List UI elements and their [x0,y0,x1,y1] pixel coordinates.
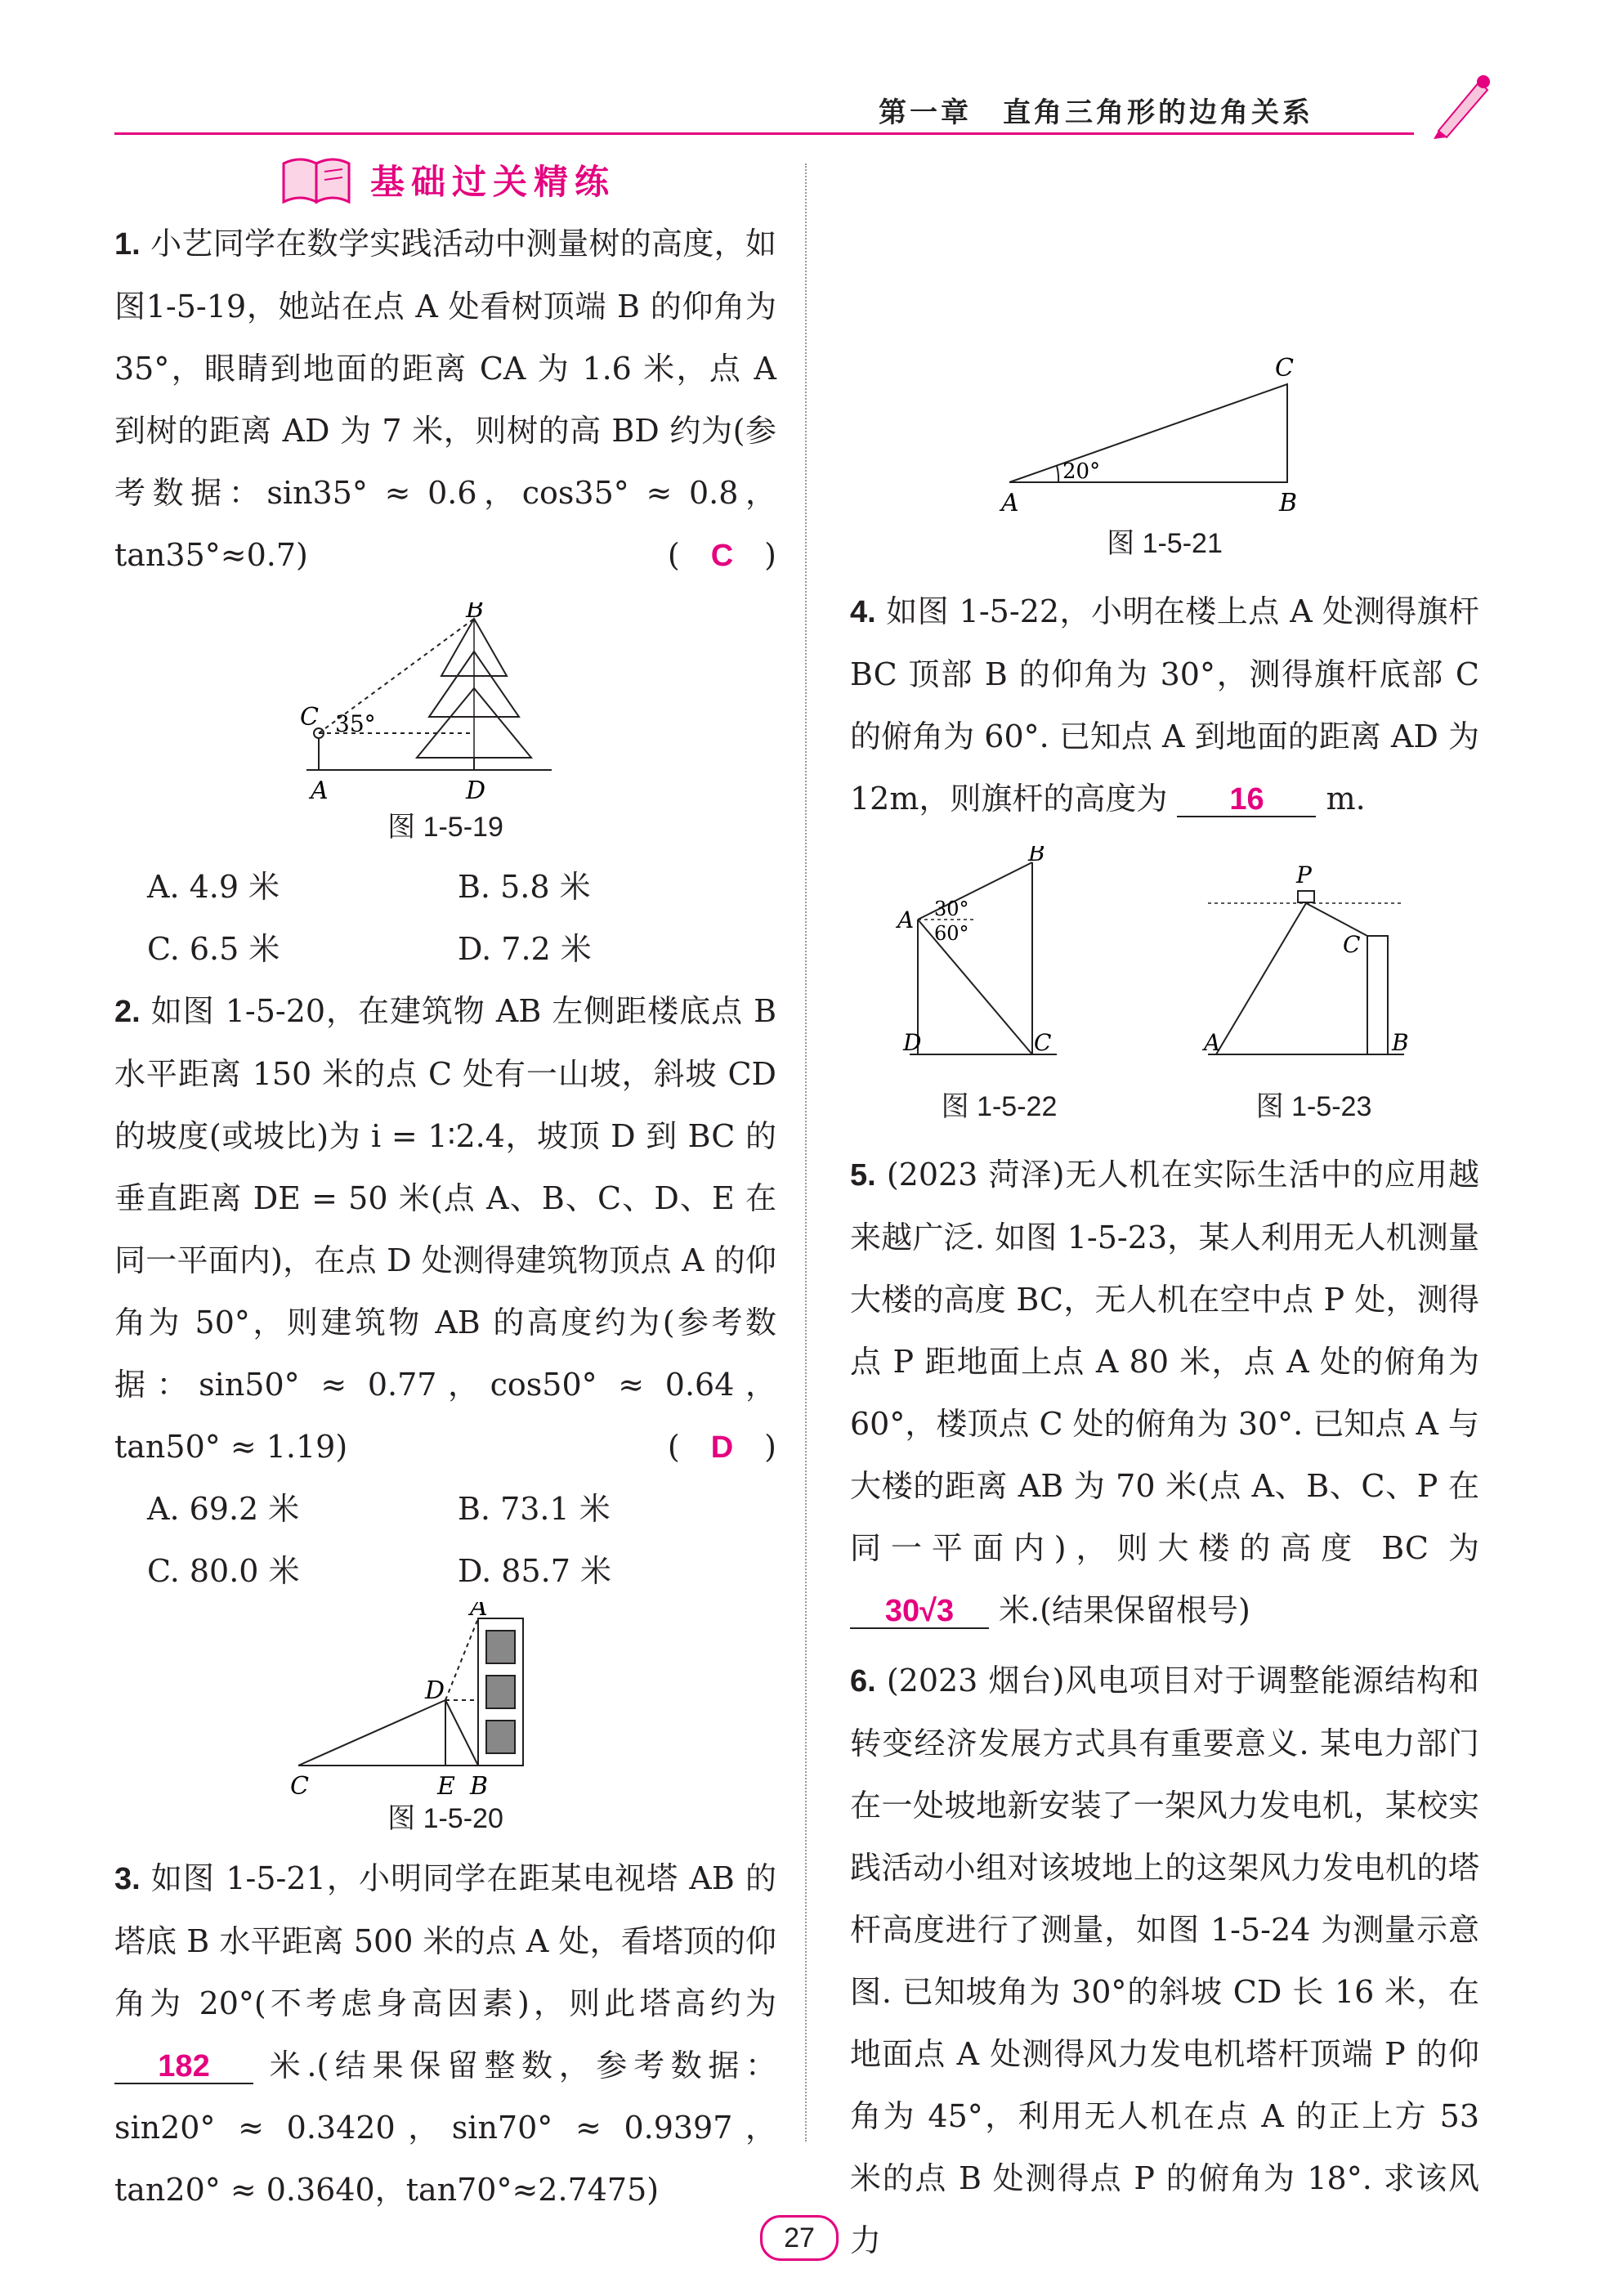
question-2 [114,980,776,1839]
question-1-text [114,213,776,586]
question-number: 2. [114,995,141,1029]
question-body: 如图 1-5-22，小明在楼上点 A 处测得旗杆 BC 顶部 B 的仰角为 30°，测得旗杆底部 C 的俯角为 60°. 已知点 A 到地面的距离 AD 为 12m，则旗杆的高度为 [850,593,1479,817]
answer-value: 30√3 [884,1594,955,1628]
figure-label: C [1342,931,1360,958]
book-icon [275,151,357,208]
answer-blank [850,1594,989,1629]
question-body: (2023 烟台)风电项目对于调整能源结构和转变经济发展方式具有重要意义. 某电力部门在一处坡地新安装了一架风力发电机，某校实践活动小组对该坡地上的这架风力发电机的塔杆高度进行了测量，如图 1-5-24 为测量示意图. 已知坡角为 30°的斜坡 CD 长 16 米，在地面点 A 处测得风力发电机塔杆顶端 P 的仰角为 45°，利用无人机在点 A 的正上方 53 米的点 B 处测得点 P 的俯角为 18°. 求该风力 [850,1663,1479,2258]
figure-label: E [437,1772,455,1798]
answer-blank [1177,782,1316,817]
question-6-text [850,1649,1479,2271]
figure-label: B [466,602,485,624]
figure-label: C [1275,354,1294,383]
question-body-continued: 米.(结果保留根号) [999,1592,1250,1628]
figure-caption: 图 1-5-19 [387,812,503,843]
figure-1-5-20 [274,1602,617,1798]
page-number: 27 [760,2215,839,2261]
option-b: B. 73.1 米 [458,1491,611,1527]
option-d: D. 7.2 米 [458,931,592,967]
figure-caption: 图 1-5-20 [387,1803,503,1834]
question-body: 如图 1-5-21，小明同学在距某电视塔 AB 的塔底 B 水平距离 500 米的点 A 处，看塔顶的仰角为 20°(不考虑身高因素)，则此塔高约为 [114,1860,776,2021]
section-header [114,147,776,213]
option-d: D. 85.7 米 [458,1553,611,1589]
figure-label: 30° [933,897,969,920]
figure-caption: 图 1-5-23 [1255,1091,1372,1122]
question-body: 小艺同学在数学实践活动中测量树的高度，如图1-5-19，她站在点 A 处看树顶端 B 的仰角为 35°，眼睛到地面的距离 CA 为 1.6 米，点 A 到树的距离 AD 为 7 米，则树的高 BD 约为(参考数据：sin35° ≈ 0.6，cos35° ≈ 0.8，tan35°≈0.7) [114,226,776,573]
chapter-title: 第一章 直角三角形的边角关系 [879,96,1313,129]
answer-choice: D [710,1430,734,1465]
figure-label: B [1279,489,1298,517]
figure-label: A [897,906,914,933]
header-divider [114,132,1414,135]
answer-blank [114,2049,253,2084]
question-number: 3. [114,1862,141,1896]
pencil-icon [1422,65,1496,139]
option-a: A. 69.2 米 [147,1491,300,1527]
answer-choice: C [710,539,734,573]
option-b: B. 5.8 米 [458,869,591,905]
figure-1-5-21 [993,351,1336,523]
figure-label: D [466,777,486,805]
figure-label: 60° [933,922,969,945]
question-5-text [850,1144,1479,1641]
options [114,1478,668,1602]
figure-label: D [425,1676,445,1705]
section-title: 基础过关精练 [369,162,615,202]
question-body-continued: 米.(结果保留整数，参考数据：sin20° ≈ 0.3420，sin70° ≈ 0.9397，tan20° ≈ 0.3640，tan70°≈2.7475) [114,2048,776,2208]
question-6 [850,1649,1479,2271]
figure-label: D [902,1029,921,1056]
figure-label: A [1203,1029,1220,1056]
figure-1-5-23 [1192,846,1437,1127]
question-3 [114,1847,776,2221]
figure-1-5-19 [298,602,593,807]
figure-label: A [470,1602,488,1622]
figure-label: C [290,1772,309,1798]
question-number: 4. [850,595,876,629]
column-divider [805,163,807,2142]
figure-caption: 图 1-5-22 [941,1091,1058,1122]
question-5 [850,1144,1479,1641]
figure-label: B [1391,1029,1409,1056]
figure-caption: 图 1-5-21 [1107,528,1223,559]
options [114,856,776,980]
option-c: C. 6.5 米 [147,931,280,967]
figures-row [850,846,1479,1127]
question-number: 1. [114,227,141,262]
question-number: 5. [850,1158,876,1193]
option-c: C. 80.0 米 [147,1553,300,1589]
question-number: 6. [850,1664,876,1699]
left-column [114,147,776,2221]
answer-value: 182 [158,2049,210,2083]
question-4-text [850,580,1479,830]
question-body-continued: m. [1326,781,1366,817]
figure-label: C [300,703,319,732]
figure-label: A [311,777,329,805]
figure-label: C [1033,1029,1051,1056]
question-2-text [114,980,776,1478]
option-a: A. 4.9 米 [147,869,280,905]
question-3-text [114,1847,776,2221]
figure-label: B [470,1772,489,1798]
figure-label: 35° [335,710,376,737]
right-column [850,351,1479,2271]
question-4 [850,580,1479,1127]
question-body: 如图 1-5-20，在建筑物 AB 左侧距楼底点 B 水平距离 150 米的点 C 处有一山坡，斜坡 CD 的坡度(或坡比)为 i = 1∶2.4，坡顶 D 到 BC 的垂直距离 DE = 50 米(点 A、B、C、D、E 在同一平面内)，在点 D 处测得建筑物顶点 A 的仰角为 50°，则建筑物 AB 的高度约为(参考数据：sin50° ≈ 0.77，cos50° ≈ 0.64，tan50° ≈ 1.19) [114,993,776,1465]
figure-label: A [1001,489,1019,517]
answer-bracket: ( D ) [667,1429,776,1465]
figure-label: 20° [1062,459,1101,484]
figure-1-5-22 [893,846,1106,1127]
question-body: (2023 菏泽)无人机在实际生活中的应用越来越广泛. 如图 1-5-23，某人利用无人机测量大楼的高度 BC，无人机在空中点 P 处，测得点 P 距地面上点 A 80 米，点 A 处的俯角为 60°，楼顶点 C 处的俯角为 30°. 已知点 A 与大楼的距离 AB 为 70 米(点 A、B、C、P 在同一平面内)，则大楼的高度 BC 为 [850,1157,1479,1566]
answer-value: 16 [1229,782,1264,817]
figure-label: B [1027,846,1045,866]
answer-bracket: ( C ) [667,537,776,573]
question-1 [114,213,776,980]
figure-label: P [1295,862,1312,888]
